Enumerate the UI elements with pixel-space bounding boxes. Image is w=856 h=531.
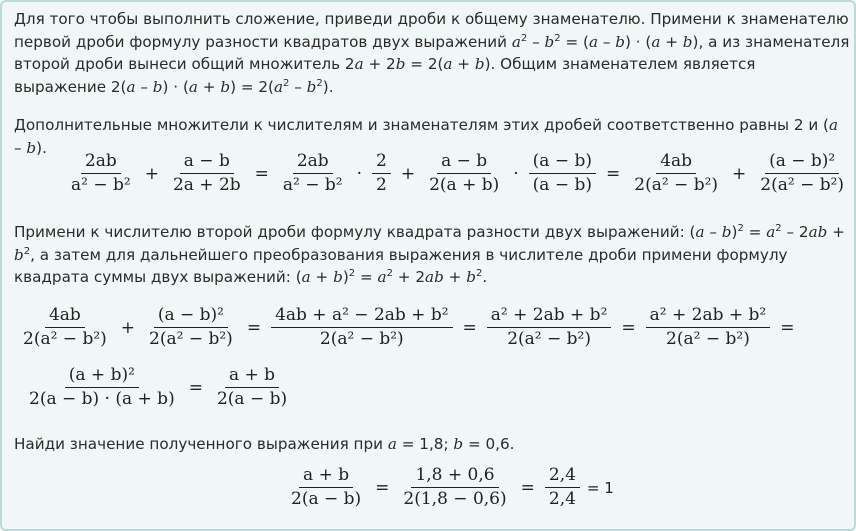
paragraph-extra-factors: Дополнительные множители к числителям и знаменателям этих дробей соответственно равны 2 и (a – b). <box>14 116 839 157</box>
numerator: 2ab <box>81 150 121 174</box>
denominator: 2(a² − b²) <box>760 175 845 195</box>
numerator: (a + b)² <box>65 364 139 388</box>
fraction <box>630 150 722 197</box>
operator: · <box>513 163 519 184</box>
numerator: 4ab <box>45 304 85 328</box>
numerator: 4ab <box>656 150 696 174</box>
denominator: 2(a² − b²) <box>507 329 591 349</box>
equation-3 <box>22 364 294 411</box>
operator: = <box>780 317 795 338</box>
numerator: 2,4 <box>545 464 580 488</box>
numerator: 4ab + a² − 2ab + b² <box>271 304 452 328</box>
denominator: 2(a² − b²) <box>149 329 233 349</box>
denominator: 2(a² − b²) <box>319 329 404 349</box>
denominator: 2(a² − b²) <box>23 329 107 349</box>
numerator: a² + 2ab + b² <box>646 304 771 328</box>
operator: · <box>356 163 363 184</box>
operator: = <box>246 317 262 338</box>
numerator: 2ab <box>293 150 333 174</box>
fraction <box>169 150 245 197</box>
numerator: (a − b)² <box>765 150 839 174</box>
denominator: a² − b² <box>282 175 343 195</box>
numerator: a − b <box>437 150 491 174</box>
denominator: 2a + 2b <box>172 175 241 195</box>
equation-1 <box>64 150 851 197</box>
fraction <box>287 464 365 511</box>
operator: = <box>375 477 390 498</box>
denominator: 2(1,8 − 0,6) <box>403 489 507 509</box>
fraction <box>372 150 391 197</box>
denominator: 2(a − b) <box>291 489 362 509</box>
numerator: (a − b) <box>529 150 596 174</box>
denominator: 2(a − b) · (a + b) <box>29 389 175 409</box>
numerator: 2 <box>372 150 391 174</box>
paragraph-evaluate: Найди значение полученного выражения при a = 1,8; b = 0,6. <box>14 435 515 453</box>
operator: = <box>254 163 269 184</box>
fraction <box>145 304 237 351</box>
fraction <box>529 150 596 197</box>
numerator: 1,8 + 0,6 <box>411 464 498 488</box>
denominator: 2(a − b) <box>216 389 288 409</box>
operator: = <box>462 317 477 338</box>
fraction <box>399 464 510 511</box>
operator: + <box>732 163 747 184</box>
numerator: a + b <box>299 464 353 488</box>
numerator: a + b <box>225 364 279 388</box>
operator: + <box>400 163 416 184</box>
operator: = <box>188 377 203 398</box>
numerator: a² + 2ab + b² <box>487 304 612 328</box>
fraction <box>213 364 291 411</box>
equation-4 <box>284 464 614 511</box>
fraction <box>487 304 612 351</box>
fraction <box>545 464 580 511</box>
numerator: (a − b)² <box>154 304 228 328</box>
fraction <box>25 364 179 411</box>
paragraph-square-formulas: Примени к числителю второй дроби формулу квадрата разности двух выражений: $(a - b)^2 = a^2 - 2ab + b^2$, а затем для дальнейшего преобразования выражения в числителе дроби примени формулу квадрата суммы двух выражений: $(a + b)^2 = a^2 + 2ab + b^2$. <box>14 222 845 286</box>
numerator: a − b <box>180 150 234 174</box>
operator: = <box>606 163 621 184</box>
operator: + <box>144 163 159 184</box>
paragraph-common-denominator: Для того чтобы выполнить сложение, приведи дроби к общему знаменателю. Примени к знаменателю первой дроби формулу разности квадратов двух выражений $a^2 - b^2 = (a - b) \cdot (a + b)$, а из знаменателя второй дроби вынеси общий множитель 2a + 2b = 2(a + b). Общим знаменателем является выражение $2(a - b) \cdot (a + b) = 2(a^2 - b^2)$. <box>14 10 850 96</box>
fraction <box>646 304 771 351</box>
denominator: 2(a² − b²) <box>634 175 719 195</box>
fraction <box>19 304 111 351</box>
operator: = <box>520 477 535 498</box>
fraction <box>271 304 452 351</box>
fraction <box>756 150 848 197</box>
denominator: 2 <box>376 175 387 195</box>
fraction <box>67 150 135 197</box>
denominator: a² − b² <box>71 175 131 195</box>
operator: = <box>621 317 636 338</box>
fraction <box>279 150 347 197</box>
denominator: 2(a² − b²) <box>666 329 750 349</box>
denominator: 2,4 <box>548 489 576 509</box>
equation-2 <box>16 304 801 351</box>
result-value: = 1 <box>586 478 614 497</box>
denominator: 2(a + b) <box>429 175 500 195</box>
fraction <box>425 150 503 197</box>
denominator: (a − b) <box>532 175 592 195</box>
operator: + <box>120 317 136 338</box>
